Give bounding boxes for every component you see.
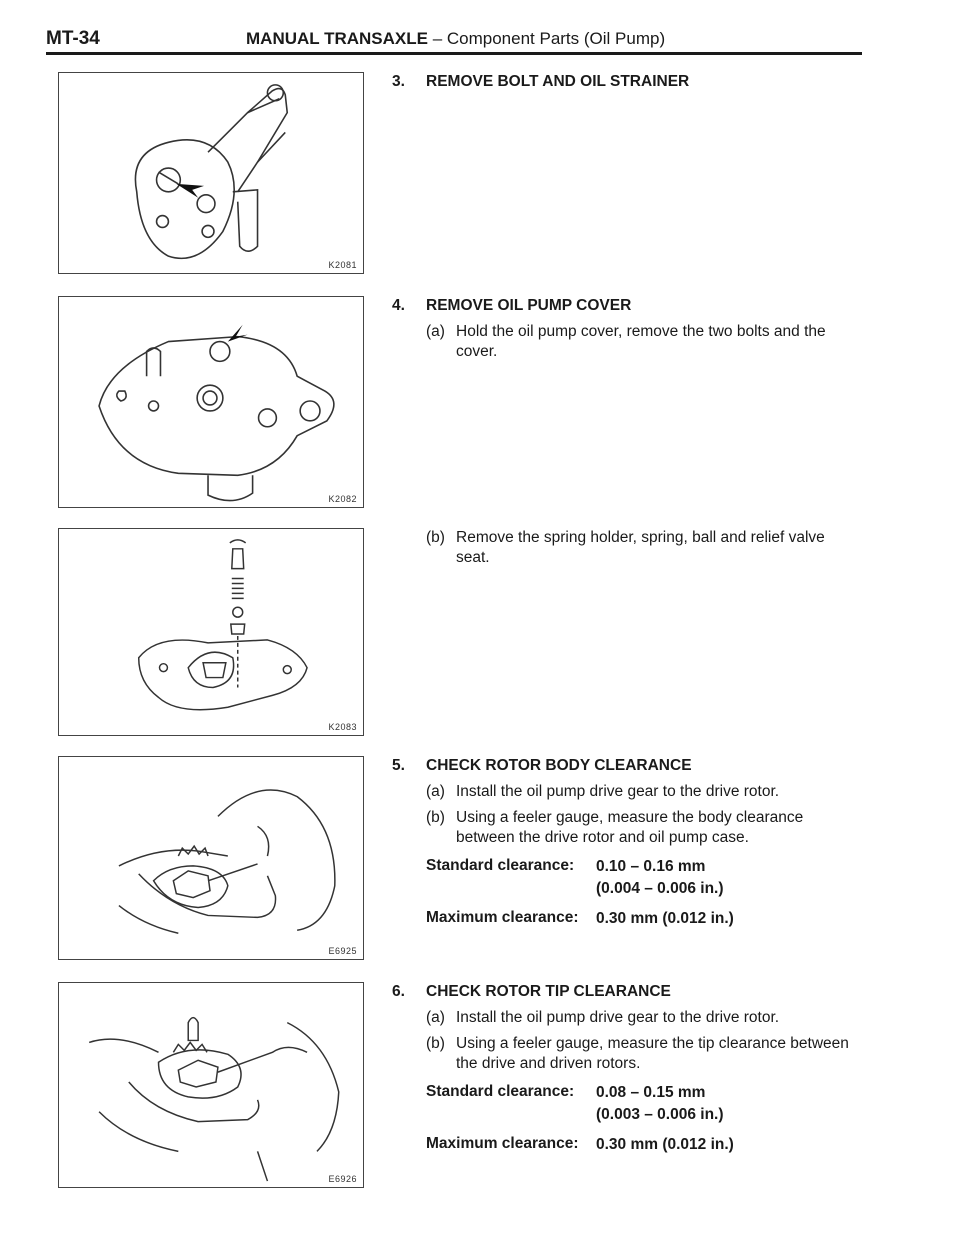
figure-code: E6925 xyxy=(328,946,357,956)
step-5 xyxy=(392,756,862,930)
substep xyxy=(426,1008,862,1028)
substep xyxy=(426,528,862,568)
substep-label: (b) xyxy=(426,809,445,826)
spec-value-line: 0.08 – 0.15 mm xyxy=(596,1084,706,1101)
spec-label: Maximum clearance: xyxy=(426,1135,579,1152)
substep-text: Using a feeler gauge, measure the body clearance between the drive rotor and oil pump case. xyxy=(456,809,804,846)
spec-value xyxy=(596,1082,862,1126)
step-title: CHECK ROTOR TIP CLEARANCE xyxy=(426,983,671,1000)
running-title-bold: MANUAL TRANSAXLE xyxy=(246,29,428,48)
step-heading xyxy=(392,982,862,1002)
spec-value: 0.30 mm (0.012 in.) xyxy=(596,1136,734,1153)
substep xyxy=(426,322,862,362)
spec-value-line: (0.004 – 0.006 in.) xyxy=(596,880,724,897)
step-title: REMOVE OIL PUMP COVER xyxy=(426,297,632,314)
step-title: CHECK ROTOR BODY CLEARANCE xyxy=(426,757,692,774)
step-number: 5. xyxy=(392,757,405,774)
spec-label: Standard clearance: xyxy=(426,857,575,874)
relief-valve-illustration xyxy=(59,529,363,735)
pump-cover-illustration xyxy=(59,297,363,507)
figure-body-clearance xyxy=(58,756,364,960)
substep xyxy=(426,1034,862,1074)
substep-label: (a) xyxy=(426,1009,445,1026)
step-4-b xyxy=(392,528,862,568)
substep-text: Using a feeler gauge, measure the tip clearance between the drive and driven rotors. xyxy=(456,1035,849,1072)
step-number: 6. xyxy=(392,983,405,1000)
figure-code: K2082 xyxy=(328,494,357,504)
substep-label: (a) xyxy=(426,323,445,340)
spec-label: Maximum clearance: xyxy=(426,909,579,926)
substep-text: Install the oil pump drive gear to the drive rotor. xyxy=(456,783,780,800)
substep-label: (a) xyxy=(426,783,445,800)
step-3 xyxy=(392,72,862,92)
header-rule xyxy=(46,52,862,55)
step-title: REMOVE BOLT AND OIL STRAINER xyxy=(426,73,690,90)
substep-text: Hold the oil pump cover, remove the two bolts and the cover. xyxy=(456,323,826,360)
spec-value-line: (0.003 – 0.006 in.) xyxy=(596,1106,724,1123)
spec-standard xyxy=(426,1082,862,1126)
page-header xyxy=(46,28,862,54)
substep-text: Install the oil pump drive gear to the drive rotor. xyxy=(456,1009,780,1026)
running-title-rest: – Component Parts (Oil Pump) xyxy=(427,29,666,48)
figure-code: E6926 xyxy=(328,1174,357,1184)
running-title xyxy=(246,29,665,49)
spec-value xyxy=(596,856,862,900)
spec-value-line: 0.10 – 0.16 mm xyxy=(596,858,706,875)
substep-label: (b) xyxy=(426,529,445,546)
spec-standard xyxy=(426,856,862,900)
tip-clearance-illustration xyxy=(59,983,363,1187)
figure-code: K2081 xyxy=(328,260,357,270)
spec-label: Standard clearance: xyxy=(426,1083,575,1100)
figure-tip-clearance xyxy=(58,982,364,1188)
step-heading xyxy=(392,756,862,776)
figure-oil-strainer xyxy=(58,72,364,274)
figure-pump-cover xyxy=(58,296,364,508)
step-heading xyxy=(392,72,862,92)
substep xyxy=(426,808,862,848)
step-number: 4. xyxy=(392,297,405,314)
substep xyxy=(426,782,862,802)
step-6 xyxy=(392,982,862,1156)
substep-label: (b) xyxy=(426,1035,445,1052)
step-number: 3. xyxy=(392,73,405,90)
figure-relief-valve xyxy=(58,528,364,736)
step-4 xyxy=(392,296,862,362)
body-clearance-illustration xyxy=(59,757,363,959)
spec-maximum xyxy=(426,1134,862,1156)
step-heading xyxy=(392,296,862,316)
oil-strainer-illustration xyxy=(59,73,363,273)
spec-maximum xyxy=(426,908,862,930)
substep-text: Remove the spring holder, spring, ball and relief valve seat. xyxy=(456,529,825,566)
page-number: MT-34 xyxy=(46,28,100,49)
spec-value: 0.30 mm (0.012 in.) xyxy=(596,910,734,927)
figure-code: K2083 xyxy=(328,722,357,732)
